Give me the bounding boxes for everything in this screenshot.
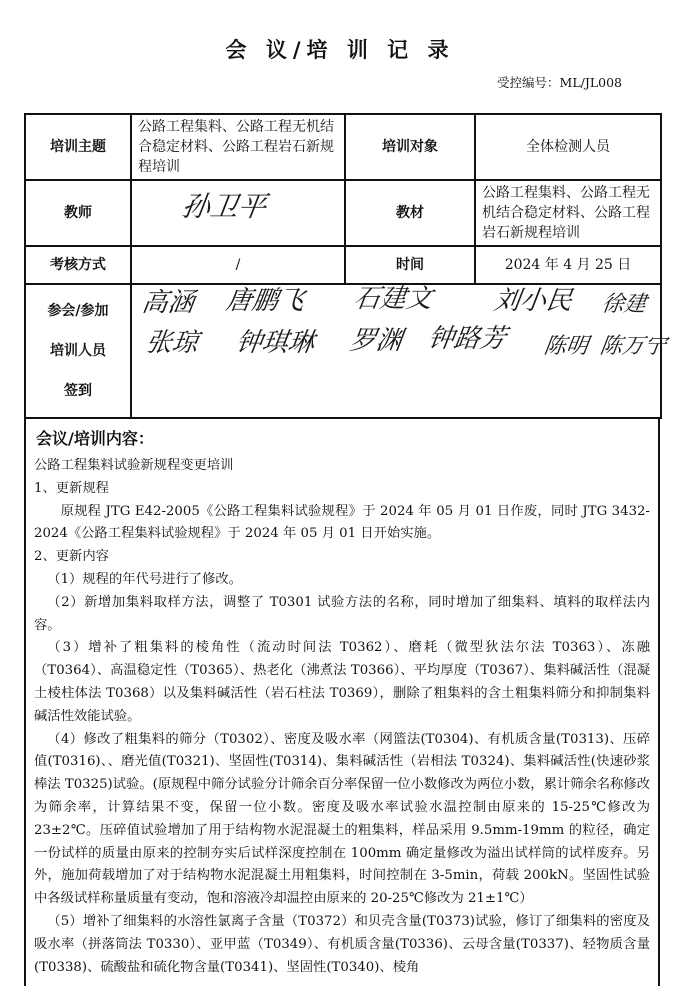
attendees-label-2: 培训人员 — [50, 343, 106, 359]
content-body — [34, 455, 650, 979]
meeting-content-section — [24, 417, 660, 986]
attendee-signature: 陈万宁 — [598, 334, 668, 359]
topic-value: 公路工程集料、公路工程无机结合稳定材料、公路工程岩石新规程培训 — [131, 114, 345, 180]
exam-value: / — [131, 246, 345, 284]
attendee-signature: 徐建 — [600, 292, 648, 317]
content-line: 公路工程集料试验新规程变更培训 — [34, 458, 234, 473]
topic-label: 培训主题 — [25, 114, 131, 180]
exam-label: 考核方式 — [25, 246, 131, 284]
content-line: （5）增补了细集料的水溶性氯离子含量（T0372）和贝壳含量(T0373)试验，修订了细集料的密度及吸水率（拼落筒法 T0330）、亚甲蓝（T0349）、有机质含量(T0336)、云母含量(T0337)、轻物质含量(T0338)、硫酸盐和硫化物含量(T0341)、坚固性(T0340)、棱角 — [34, 913, 650, 975]
content-line: （4）修改了粗集料的筛分（T0302）、密度及吸水率（网篮法(T0304)、有机质含量(T0313)、压碎值(T0316)、、磨光值(T0321)、坚固性(T0314)、集料碱活性（岩相法 T0324)、集料碱活性(快速砂浆棒法 T0325)试验。(原规程中筛分试验分计筛余百分率保留一位小数修改为两位小数，累计筛余名称修改为筛余率，计算结果不变，保留一位小数。密度及吸水率试验水温控制由原来的 15-25℃修改为 23±2℃。压碎值试验增加了用于结构物水泥混凝土的粗集料，样品采用 9.5mm-19mm 的粒径，确定一份试样的质量由原来的控制夯实后试样深度控制在 100mm 确定量修改为溢出试样筒的试样废弃。另外，施加荷载增加了对于结构物水泥混凝土用粗集料，时间控制在 3-5min，荷载 200kN。坚固性试验中各级试样称量质量有变动，饱和溶液冷却温控由原来的 20-25℃修改为 21±1℃） — [34, 731, 650, 907]
attendee-signature: 钟琪琳 — [233, 328, 317, 358]
attendee-signature: 唐鹏飞 — [223, 286, 307, 316]
audience-label: 培训对象 — [345, 114, 475, 180]
record-header-table — [24, 113, 668, 419]
attendee-signature: 罗渊 — [347, 326, 405, 356]
attendee-signature: 陈明 — [542, 334, 590, 359]
attendee-signatures-cell — [131, 284, 668, 418]
time-value: 2024 年 4 月 25 日 — [475, 246, 661, 284]
attendees-label-1: 参会/参加 — [47, 303, 109, 319]
teacher-label: 教师 — [25, 180, 131, 246]
attendee-signature: 刘小民 — [491, 286, 575, 316]
teacher-signature-cell — [131, 180, 345, 246]
material-value: 公路工程集料、公路工程无机结合稳定材料、公路工程岩石新规程培训 — [475, 180, 661, 246]
content-line: （3）增补了粗集料的棱角性（流动时间法 T0362）、磨耗（微型狄法尔法 T0363）、冻融（T0364）、高温稳定性（T0365）、热老化（沸煮法 T0366）、平均厚度（T0367）、集料碱活性（混凝土棱柱体法 T0368）以及集料碱活性（岩石柱法 T0369），删除了粗集料的含土粗集料筛分和抑制集料碱活性效能试验。 — [34, 640, 650, 724]
document-title: 会 议/培 训 记 录 — [225, 38, 455, 62]
time-label: 时间 — [345, 246, 475, 284]
material-label: 教材 — [345, 180, 475, 246]
attendees-label-3: 签到 — [64, 383, 92, 399]
attendee-signature: 张琼 — [143, 328, 201, 358]
attendee-signature: 石建文 — [351, 284, 435, 314]
content-heading: 会议/培训内容： — [36, 429, 154, 448]
content-line: 1、更新规程 — [34, 480, 109, 496]
content-line: 2、更新内容 — [34, 549, 109, 565]
attendee-signature: 高涵 — [139, 288, 197, 318]
attendee-signature: 钟路芳 — [425, 324, 509, 354]
control-number: 受控编号：ML/JL008 — [497, 75, 622, 90]
content-line: 原规程 JTG E42-2005《公路工程集料试验规程》于 2024 年 05 月 01 日作废，同时 JTG 3432-2024《公路工程集料试验规程》于 2024 年 05 月 01 日开始实施。 — [34, 503, 650, 542]
content-line: （1）规程的年代号进行了修改。 — [47, 571, 242, 587]
content-line: （2）新增加集料取样方法，调整了 T0301 试验方法的名称，同时增加了细集料、填料的取样法内容。 — [34, 594, 650, 633]
teacher-signature: 孙卫平 — [179, 190, 269, 223]
attendees-label-cell — [25, 284, 131, 418]
audience-value: 全体检测人员 — [475, 114, 661, 180]
